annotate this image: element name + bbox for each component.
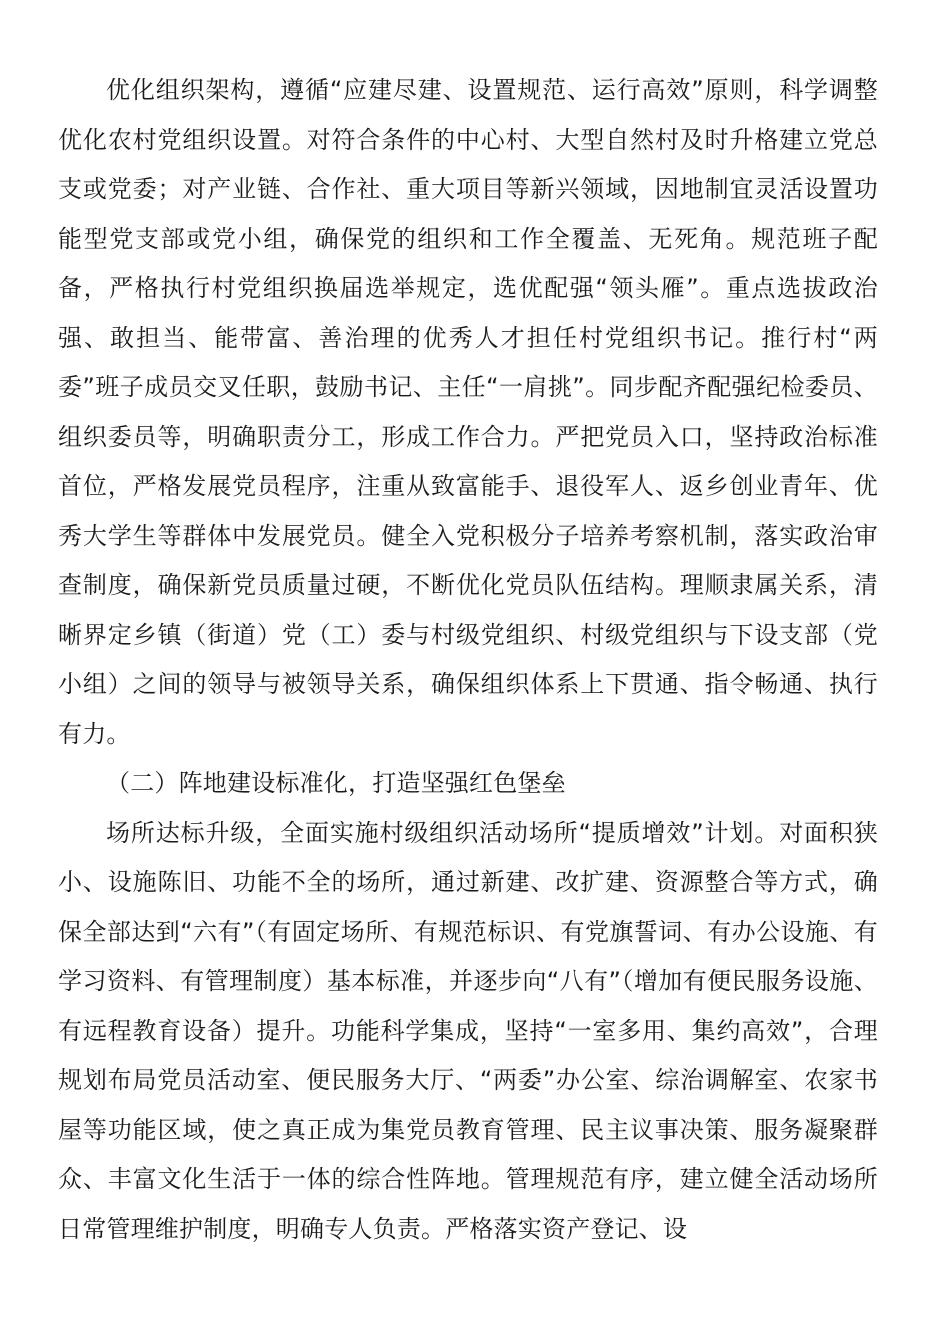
document-body <box>58 66 878 1254</box>
paragraph-organization-structure: 优化组织架构，遵循“应建尽建、设置规范、运行高效”原则，科学调整优化农村党组织设置。对符合条件的中心村、大型自然村及时升格建立党总支或党委；对产业链、合作社、重大项目等新兴领域，因地制宜灵活设置功能型党支部或党小组，确保党的组织和工作全覆盖、无死角。规范班子配备，严格执行村党组织换届选举规定，选优配强“领头雁”。重点选拔政治强、敢担当、能带富、善治理的优秀人才担任村党组织书记。推行村“两委”班子成员交叉任职，鼓励书记、主任“一肩挑”。同步配齐配强纪检委员、组织委员等，明确职责分工，形成工作合力。严把党员入口，坚持政治标准首位，严格发展党员程序，注重从致富能手、退役军人、返乡创业青年、优秀大学生等群体中发展党员。健全入党积极分子培养考察机制，落实政治审查制度，确保新党员质量过硬，不断优化党员队伍结构。理顺隶属关系，清晰界定乡镇（街道）党（工）委与村级党组织、村级党组织与下设支部（党小组）之间的领导与被领导关系，确保组织体系上下贯通、指令畅通、执行有力。 <box>58 76 878 748</box>
section-heading-position-building: （二）阵地建设标准化，打造坚强红色堡垒 <box>106 769 566 797</box>
paragraph-venue-upgrade: 场所达标升级，全面实施村级组织活动场所“提质增效”计划。对面积狭小、设施陈旧、功能不全的场所，通过新建、改扩建、资源整合等方式，确保全部达到“六有”（有固定场所、有规范标识、有党旗誓词、有办公设施、有学习资料、有管理制度）基本标准，并逐步向“八有”（增加有便民服务设施、有远程教育设备）提升。功能科学集成，坚持“一室多用、集约高效”，合理规划布局党员活动室、便民服务大厅、“两委”办公室、综治调解室、农家书屋等功能区域，使之真正成为集党员教育管理、民主议事决策、服务凝聚群众、丰富文化生活于一体的综合性阵地。管理规范有序，建立健全活动场所日常管理维护制度，明确专人负责。严格落实资产登记、设 <box>58 818 878 1243</box>
